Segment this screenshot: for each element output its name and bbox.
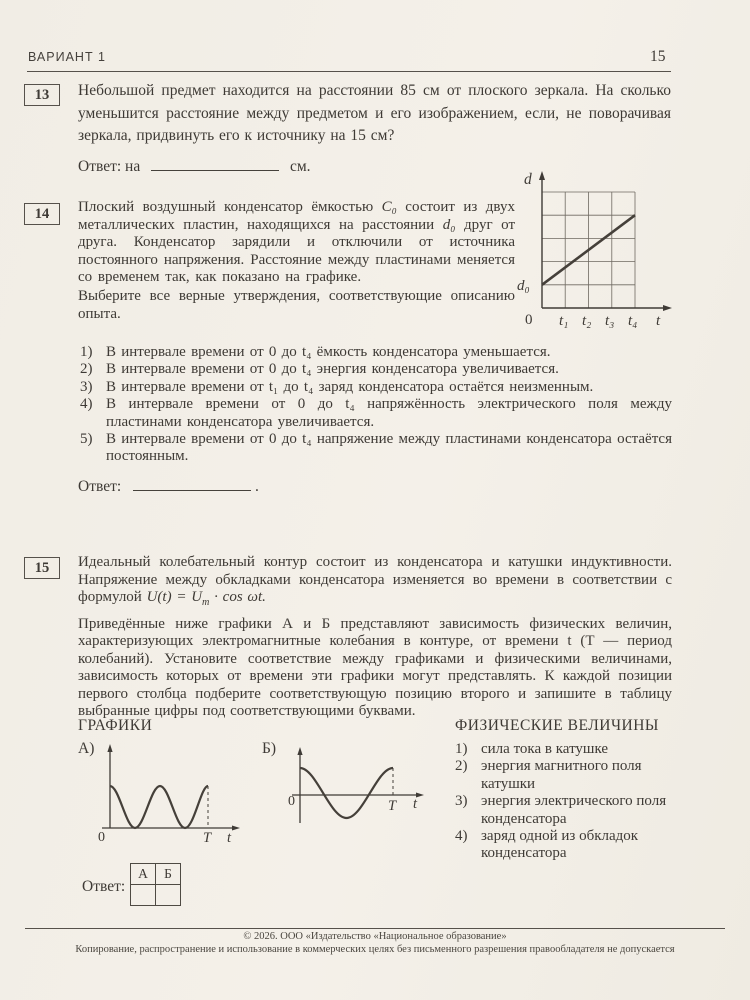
page-number: 15 (650, 48, 666, 65)
graph-a-cos-squared (95, 738, 243, 846)
footer-notice: Копирование, распространение и использование в коммерческих целях без письменного разрешения правообладателя не допускается (75, 944, 675, 955)
answer-table-col-a: А (131, 864, 156, 885)
statement-4-text: В интервале времени от 0 до t₄ напряжённость электрического поля между пластинами конденсатора увеличивается. (106, 396, 672, 430)
quantity-1-text: сила тока в катушке (481, 741, 609, 757)
x-axis-arrow (663, 305, 672, 311)
physical-quantities-list (455, 741, 677, 863)
graph-a-curve (110, 786, 208, 828)
statement-3-num: 3) (80, 378, 93, 395)
answer-13-suffix: см. (289, 158, 311, 175)
answer-13-prefix: Ответ: на (78, 158, 141, 175)
quantity-1 (455, 741, 677, 758)
p14-seg1: Плоский воздушный конденсатор ёмкостью (78, 199, 382, 215)
graph-t3-label: t₃ (605, 313, 615, 328)
p15-intro: Идеальный колебательный контур состоит из конденсатора и катушки индуктивности. Напряжение между обкладками конденсатора изменяется во времени в соответствии с формулой (78, 554, 672, 605)
answer-table-col-b: Б (156, 864, 181, 885)
graph-a-t-label: t (227, 830, 232, 846)
problem-15-number: 15 (34, 560, 50, 576)
graph-b-cosine (285, 742, 427, 830)
statement-5-num: 5) (80, 431, 93, 448)
graph-a-origin: 0 (98, 830, 105, 845)
y-axis-arrow (539, 171, 545, 180)
graph-b-curve (300, 768, 393, 818)
p14-seg3: друг от друга. Конденсатор зарядили и отключили от источника постоянного напряжения. Расстояние между пластинами меняется со временем так, как показано на графике. (78, 216, 515, 286)
graph-axes (542, 179, 664, 308)
statement-3-text: В интервале времени от t₁ до t₄ заряд конденсатора остаётся неизменным. (106, 378, 594, 395)
quantity-2 (455, 758, 677, 793)
p14-seg2: состоит из двух металлических пластин, находящихся на расстоянии (78, 199, 515, 233)
problem-15-text (78, 554, 672, 721)
problem-14-number: 14 (34, 206, 50, 222)
statement-2-num: 2) (80, 361, 93, 378)
quantity-4-num: 4) (455, 828, 468, 845)
problem-14-number-box (24, 203, 60, 225)
problem-13-number: 13 (34, 87, 50, 103)
formula-subscript: m (202, 597, 210, 608)
quantity-2-text: энергия магнитного поля катушки (481, 758, 642, 792)
quantity-4 (455, 828, 677, 863)
graph-a-x-arrow (232, 826, 240, 831)
graph-ylabel: d (524, 171, 532, 188)
answer-table-cell-b (156, 885, 181, 906)
quantity-1-num: 1) (455, 741, 468, 757)
problem-15-number-box (24, 557, 60, 579)
graph-b-t-label: t (413, 796, 418, 812)
problem-14-paragraph-1 (78, 199, 515, 287)
header-rule (27, 71, 671, 72)
graph-origin-label: 0 (525, 312, 533, 328)
statement-1 (78, 344, 672, 361)
quantity-3 (455, 793, 677, 828)
problem-15-paragraph-1 (78, 554, 672, 612)
problem-13-text: Небольшой предмет находится на расстоянии 85 см от плоского зеркала. На сколько уменьшится расстояние между предметом и его изображением, если, не поворачивая зеркала, придвинуть его к источнику на 15 см? (78, 82, 671, 144)
graph-b-origin: 0 (288, 794, 295, 809)
graph-d0-label: d₀ (517, 278, 530, 294)
answer-table-header-row (131, 864, 181, 885)
answer-14-period: . (255, 478, 259, 495)
answer-13-blank (151, 157, 279, 171)
graphs-heading: ГРАФИКИ (78, 717, 153, 734)
statement-1-text: В интервале времени от 0 до t₄ ёмкость конденсатора уменьшается. (106, 344, 551, 360)
graph-a-y-arrow (107, 744, 112, 752)
graph-b-y-arrow (297, 747, 302, 755)
problem-13-number-box (24, 84, 60, 106)
graph-b-x-arrow (416, 793, 424, 798)
problem-14-paragraph-2: Выберите все верные утверждения, соответствующие описанию опыта. (78, 287, 515, 322)
statement-3 (78, 379, 672, 396)
statement-4 (78, 396, 672, 431)
graph-a-label: А) (78, 740, 95, 757)
capacitor-distance-graph (516, 164, 674, 328)
quantity-3-num: 3) (455, 793, 468, 810)
answer-14-blank (133, 477, 251, 491)
graph-a-T-label: T (203, 830, 212, 846)
graph-b-T-label: T (388, 798, 397, 814)
graph-t1-label: t₁ (559, 313, 569, 328)
quantity-4-text: заряд одной из обкладок конденсатора (481, 828, 639, 862)
problem-14-answer-line (78, 477, 259, 496)
graph-t4-label: t₄ (628, 313, 638, 328)
graph-t2-label: t₂ (582, 313, 592, 328)
graph-b-label: Б) (262, 740, 277, 757)
statement-5 (78, 431, 672, 466)
answer-15-label: Ответ: (82, 878, 126, 895)
p14-c0-symbol: C₀ (381, 199, 397, 215)
statement-4-num: 4) (80, 396, 93, 413)
problem-14-text (78, 199, 515, 323)
quantity-2-num: 2) (455, 758, 468, 775)
statement-5-text: В интервале времени от 0 до t₄ напряжение между пластинами конденсатора остаётся постоянным. (106, 431, 672, 465)
formula-post: · cos ωt. (209, 589, 266, 605)
graph-b-axes (292, 754, 417, 823)
footer-copyright: © 2026. ООО «Издательство «Национальное образование» (243, 931, 507, 942)
variant-header: ВАРИАНТ 1 (28, 50, 107, 64)
graph-xlabel: t (656, 313, 661, 328)
answer-14-label: Ответ: (78, 478, 122, 495)
statement-1-num: 1) (80, 344, 93, 360)
problem-14-statements (78, 344, 672, 466)
graph-a-axes (102, 751, 233, 828)
problem-15-paragraph-2: Приведённые ниже графики А и Б представляют зависимость физических величин, характеризующих электромагнитные колебания в контуре, от времени t (T — период колебаний). Установите соответствие между графиками и физическими величинами, зависимость которых от времени эти графики могут представлять. К каждой позиции первого столбца подберите соответствующую позицию второго и запишите в таблицу выбранные цифры под соответствующими буквами. (78, 615, 672, 719)
problem-13-answer-line (78, 157, 311, 176)
p14-d0-symbol: d₀ (442, 216, 456, 233)
statement-2 (78, 361, 672, 378)
formula-pre: U(t) = U (146, 589, 203, 605)
answer-15-table (130, 863, 181, 906)
quantity-3-text: энергия электрического поля конденсатора (481, 793, 667, 827)
answer-table-value-row (131, 885, 181, 906)
footer-rule (25, 928, 725, 929)
quantities-heading: ФИЗИЧЕСКИЕ ВЕЛИЧИНЫ (455, 717, 659, 734)
statement-2-text: В интервале времени от 0 до t₄ энергия конденсатора увеличивается. (106, 361, 559, 378)
answer-table-cell-a (131, 885, 156, 906)
